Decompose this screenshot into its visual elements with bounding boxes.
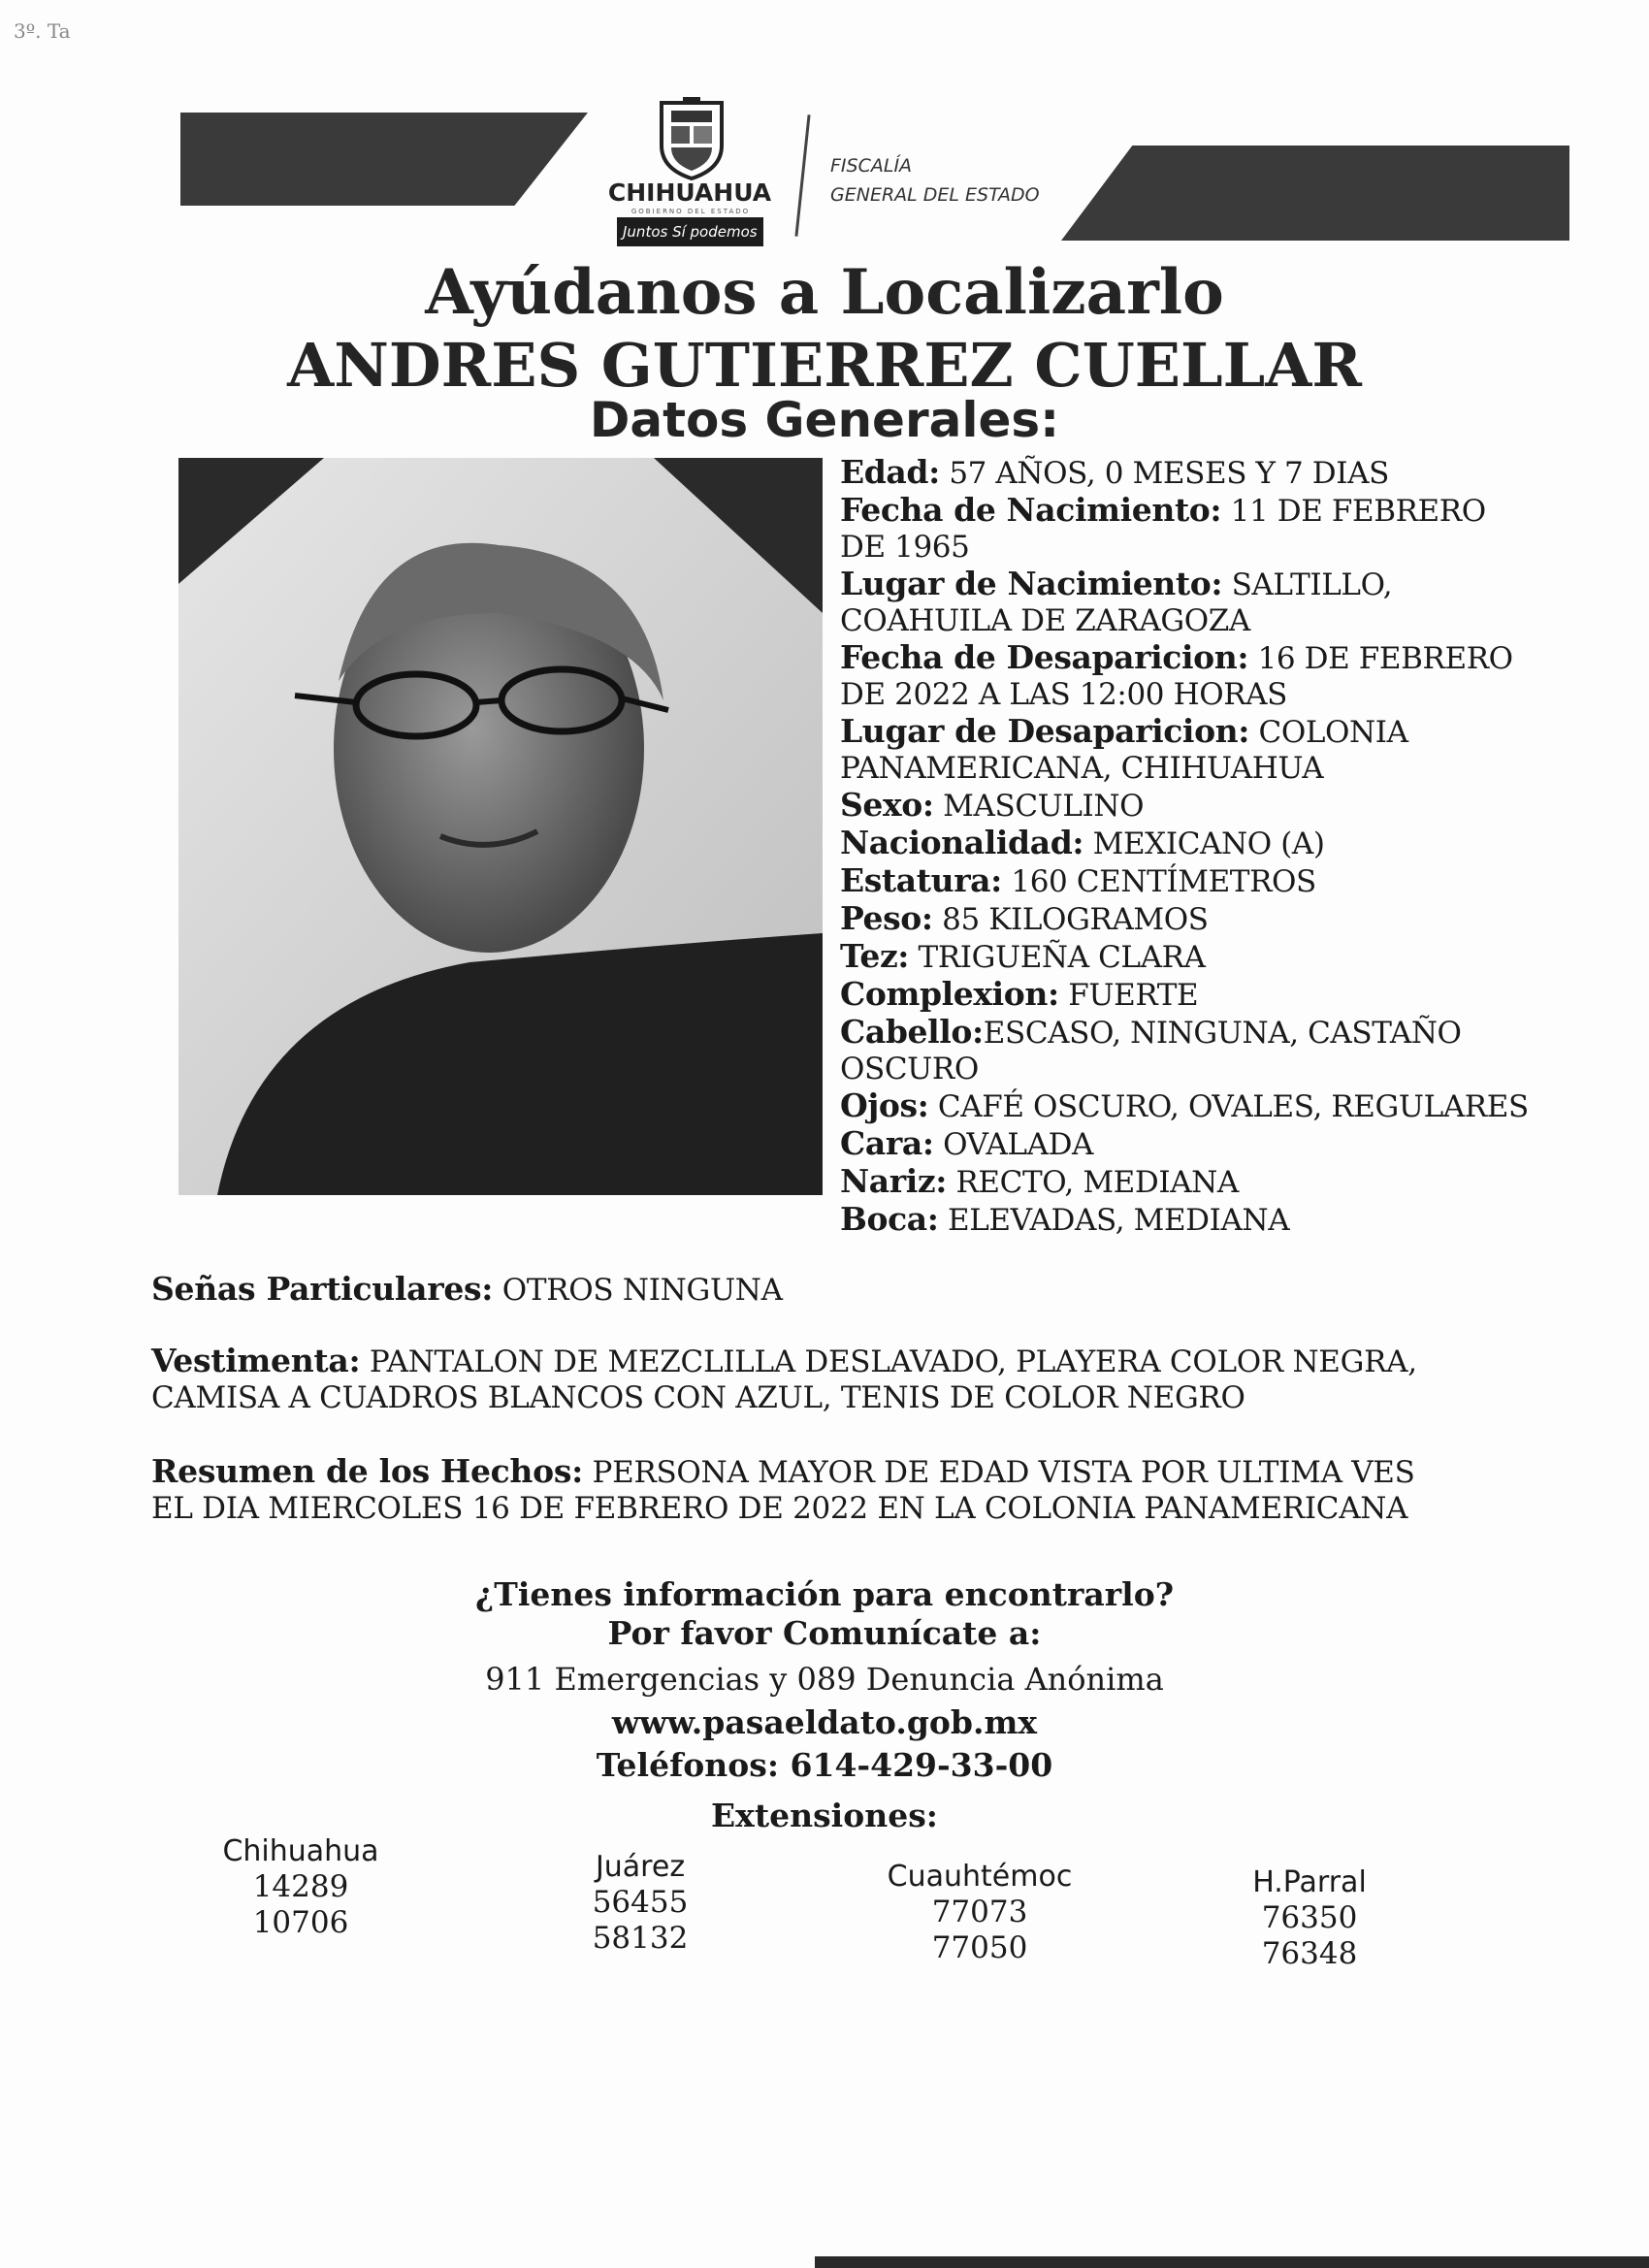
scan-edge-bar (815, 2256, 1649, 2268)
detail-value: TRIGUEÑA CLARA (909, 940, 1206, 975)
detail-label: Fecha de Nacimiento: (840, 491, 1222, 529)
extension-city: H.Parral (1252, 1865, 1367, 1899)
detail-boca (840, 1201, 1538, 1239)
detail-label: Edad: (840, 453, 940, 491)
detail-value: RECTO, MEDIANA (947, 1165, 1239, 1200)
detail-label: Boca: (840, 1200, 939, 1238)
resumen-hechos (151, 1453, 1432, 1527)
extension-city: Juárez (595, 1850, 686, 1884)
logo-subtitle: GOBIERNO DEL ESTADO (630, 208, 751, 215)
detail-ojos (840, 1087, 1538, 1125)
detail-label: Nariz: (840, 1162, 947, 1200)
extension-cuauhtemoc (863, 1859, 1096, 1966)
detail-label: Fecha de Desaparicion: (840, 638, 1249, 676)
detail-value: MASCULINO (933, 789, 1145, 824)
detail-fecha-nacimiento (840, 492, 1538, 566)
detail-sexo (840, 787, 1538, 825)
detail-label: Peso: (840, 899, 933, 937)
detail-value: CAFÉ OSCURO, OVALES, REGULARES (928, 1089, 1529, 1124)
detail-label: Tez: (840, 937, 910, 975)
detail-value: ELEVADAS, MEDIANA (938, 1203, 1290, 1238)
agency-line-2: GENERAL DEL ESTADO (830, 184, 1040, 206)
detail-label: Lugar de Nacimiento: (840, 565, 1223, 602)
detail-value: OVALADA (933, 1127, 1094, 1162)
corner-mark: 3º. Ta (14, 19, 71, 43)
detail-cara (840, 1125, 1538, 1163)
detail-value: COLONIA PANAMERICANA, CHIHUAHUA (840, 715, 1408, 786)
coat-of-arms-icon (656, 97, 728, 180)
detail-value: 160 CENTÍMETROS (1001, 864, 1316, 899)
detail-value: MEXICANO (A) (1083, 826, 1325, 861)
extension-city: Cuauhtémoc (887, 1860, 1073, 1894)
detail-complexion (840, 976, 1538, 1014)
detail-label: Cara: (840, 1124, 934, 1162)
contact-question: ¿Tienes información para encontrarlo? (474, 1575, 1175, 1613)
detail-label: Ojos: (840, 1086, 929, 1124)
senas-label: Señas Particulares: (151, 1270, 494, 1308)
detail-label: Sexo: (840, 786, 934, 824)
resumen-value: PERSONA MAYOR DE EDAD VISTA POR ULTIMA VES EL DIA MIERCOLES 16 DE FEBRERO DE 2022 EN LA COLONIA PANAMERICANA (151, 1455, 1415, 1526)
header-divider (794, 114, 810, 237)
detail-label: Complexion: (840, 975, 1059, 1013)
extension-chihuahua (204, 1833, 398, 1941)
general-data-list (840, 454, 1538, 1239)
detail-value: 16 DE FEBRERO DE 2022 A LAS 12:00 HORAS (840, 641, 1513, 712)
detail-value: FUERTE (1058, 978, 1199, 1013)
detail-label: Estatura: (840, 861, 1002, 899)
detail-lugar-desaparicion (840, 713, 1538, 787)
vestimenta-label: Vestimenta: (151, 1342, 361, 1379)
logo-slogan: Juntos Sí podemos (617, 217, 763, 246)
detail-estatura (840, 862, 1538, 900)
extension-city: Chihuahua (222, 1834, 379, 1868)
vestimenta-value: PANTALON DE MEZCLILLA DESLAVADO, PLAYERA COLOR NEGRA, CAMISA A CUADROS BLANCOS CON AZUL, TENIS DE COLOR NEGRO (151, 1345, 1417, 1415)
senas-value: OTROS NINGUNA (493, 1273, 783, 1308)
extension-number: 14289 (252, 1869, 349, 1904)
detail-value: 85 KILOGRAMOS (932, 902, 1209, 937)
vestimenta (151, 1343, 1432, 1416)
detail-cabello (840, 1014, 1538, 1087)
detail-edad (840, 454, 1538, 492)
header-bar-right (1061, 146, 1569, 241)
extension-number: 76348 (1261, 1936, 1358, 1971)
detail-value: SALTILLO, COAHUILA DE ZARAGOZA (840, 567, 1393, 638)
extension-number: 77073 (931, 1895, 1028, 1929)
detail-value: 11 DE FEBRERO DE 1965 (840, 494, 1486, 565)
senas-particulares (151, 1271, 1432, 1309)
contact-phones: Teléfonos: 614-429-33-00 (596, 1746, 1053, 1784)
detail-value: ESCASO, NINGUNA, CASTAÑO OSCURO (840, 1016, 1462, 1086)
detail-nacionalidad (840, 825, 1538, 862)
detail-label: Nacionalidad: (840, 824, 1084, 861)
section-title: Datos Generales: (589, 392, 1060, 448)
contact-website: www.pasaeldato.gob.mx (611, 1703, 1038, 1741)
detail-label: Cabello: (840, 1013, 984, 1051)
detail-lugar-nacimiento (840, 566, 1538, 639)
contact-emergency: 911 Emergencias y 089 Denuncia Anónima (485, 1661, 1164, 1698)
extension-number: 76350 (1261, 1900, 1358, 1935)
detail-nariz (840, 1163, 1538, 1201)
logo-state-name: CHIHUAHUA (607, 178, 772, 207)
flyer-heading: Ayúdanos a Localizarlo (425, 256, 1224, 329)
resumen-label: Resumen de los Hechos: (151, 1452, 583, 1490)
extension-number: 56455 (592, 1885, 689, 1920)
state-logo (607, 97, 772, 252)
person-photo (178, 458, 823, 1195)
extension-juarez (543, 1849, 737, 1957)
person-name: ANDRES GUTIERREZ CUELLAR (287, 330, 1362, 401)
extension-number: 10706 (252, 1905, 349, 1940)
detail-value: 57 AÑOS, 0 MESES Y 7 DIAS (939, 456, 1389, 491)
agency-name (830, 151, 1040, 210)
detail-label: Lugar de Desaparicion: (840, 712, 1250, 750)
extensions-label: Extensiones: (711, 1797, 938, 1834)
detail-tez (840, 938, 1538, 976)
extension-number: 77050 (931, 1930, 1028, 1965)
contact-please: Por favor Comunícate a: (607, 1614, 1042, 1652)
header-bar-left (180, 113, 588, 206)
extension-parral (1212, 1864, 1406, 1972)
extension-number: 58132 (592, 1921, 689, 1956)
agency-line-1: FISCALÍA (830, 155, 913, 177)
detail-peso (840, 900, 1538, 938)
detail-fecha-desaparicion (840, 639, 1538, 713)
